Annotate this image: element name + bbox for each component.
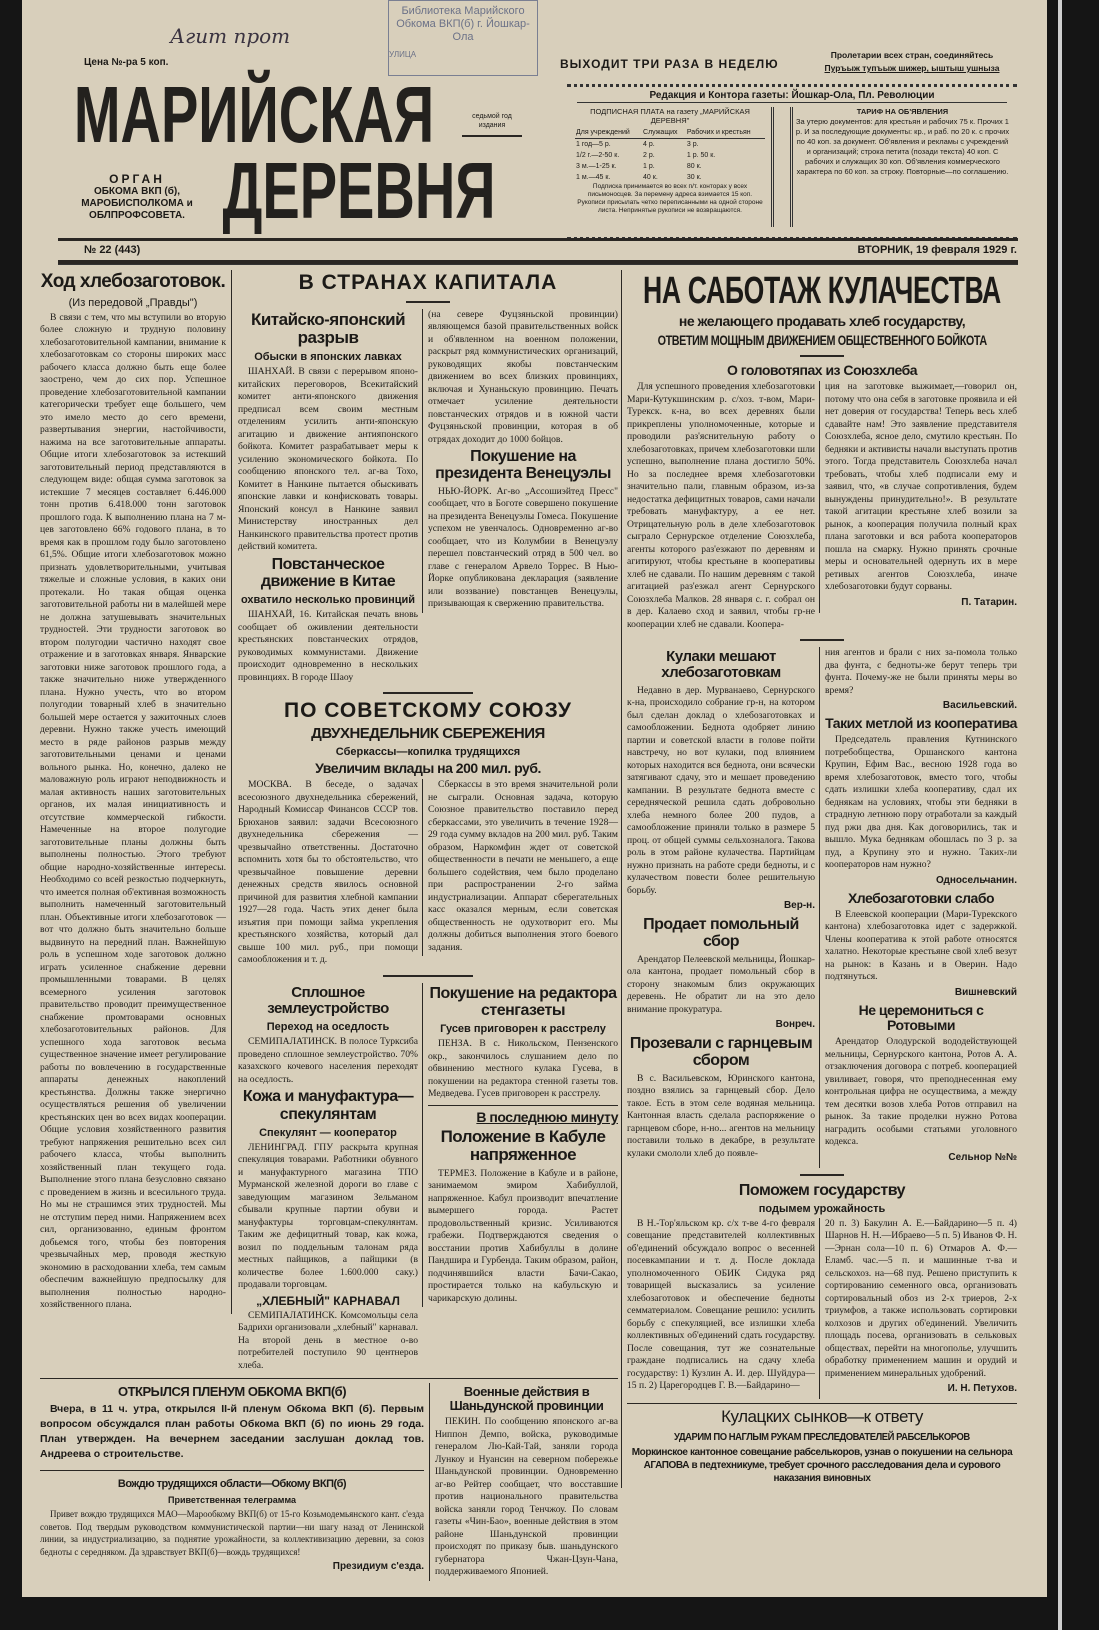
page-edge	[1058, 0, 1062, 1630]
article-title: Прозевали с гарнцевым сбором	[629, 1035, 813, 1070]
stamp-text: Библиотека Марийского Обкома ВКП(б) г. Йошкар-Ола	[396, 5, 530, 43]
divider	[406, 301, 450, 303]
divider	[383, 975, 473, 977]
article-title: Сплошное землеустройство	[267, 983, 389, 1018]
article-body: ШАНХАЙ, 16. Китайская печать вновь сообщает об оживлении деятельности крестьянских повстанческих отрядов, руководимых коммунистами. Движение происходит одновременно в нескольких провинциях. В городе Шаоу	[238, 609, 418, 683]
article-body: В с. Васильевском, Юринского кантона, поздно взялись за гарнцевый сбор. Дело такое. Есть в этом селе водяная мельница. Кантонная власть сделала распоряжение о гарнцевом сборе, н-но... агентов на мельницу поставили только в декабре, в результате кулаки смололи хлеб до появле-	[627, 1072, 815, 1159]
article-title: Китайско-японский разрыв	[250, 309, 406, 348]
newspaper-page	[22, 0, 1047, 1597]
rate-cell: 1 р.	[643, 163, 655, 170]
article-title: Поможем государству	[738, 1181, 906, 1199]
column-2-ussr	[238, 779, 422, 969]
signature: И. Н. Петухов.	[947, 1383, 1017, 1395]
ads-title: ТАРИФ НА ОБ'ЯВЛЕНИЯ	[856, 107, 949, 116]
article-body: ПЕКИН. По сообщению японского аг-ва Ниппон Демпо, войска, руководимые генералом Лю-Кай-Тай, заняли города Лункоу и Нуансин на северном побережье Шаньдунской провинции. Одновременно аг-во Рейтер сообщает, что восставшие против национального правительства войска заняли город Тенчжоу. По словам газеты «Чин-Бао», военные действия в этом районе Шаньдунской провинции происходят по приказу быв. шаньдунского губернатора Чжан-Цзун-Чана, поддерживаемого Японией.	[435, 1416, 618, 1578]
war-block	[429, 1383, 618, 1581]
right-block	[621, 270, 1017, 1488]
article-source: (Из передовой „Правды")	[68, 296, 198, 309]
article-title: Кулаки мешают хлебозаготовкам	[661, 648, 781, 682]
article-body: ПЕНЗА. В с. Никольском, Пензенского окр., закончилось слушанием дело по обвинению местного кулака Гусева, в покушении на редактора стенной газеты тов. Медведева. Гусев приговорен к расстрелу.	[428, 1038, 618, 1100]
article-title: Вождю трудящихся области—Обкому ВКП(б)	[117, 1478, 347, 1491]
article-body: СЕМИПАЛАТИНСК. Комсомольцы села Бадрихи организовали „хлебный" карнавал. На второй день в местное о-во потребителей поступило 90 центнеров хлеба.	[238, 1309, 418, 1371]
signature: Односельчанин.	[935, 874, 1017, 886]
left-lower-row	[40, 1378, 618, 1581]
article-body: Арендатор Олодурской вододействующей мельницы, Сернурского кантона, Ротов А. А. отзаключения договора с потреб. кооперацией увиливает, говоря, что преподнесенная ему контрольная цифра не осуществима, а между тем десятки возов хлеба Ротов отправил на рынок. За такие проделки нужно Ротова наградить особыми статьями уголовного кодекса.	[825, 1036, 1017, 1148]
article-subtitle: Приветственная телеграмма	[167, 1495, 297, 1506]
article-body: МОСКВА. В беседе, о задачах всесоюзного двухнедельника сбережений, Народный Комиссар Финансов СССР тов. Брюханов заявил: задачи Всесоюзного двухнедельника сбережения — чрезвычайно ответственны. Достаточно вспомнить хотя бы то обстоятельство, что чрезвычайное повышение деревни денежных средств явилось основной причиной для развития хлебной кампании 1927—28 года. Часть этих денег была изъятия при помощи займа укрепления крестьянского хозяйства, который дал свыше 100 мил. руб., при помощи самообложения и т. д.	[238, 779, 418, 966]
subscription-note: Подписка принимается во всех п/т. конторах у всех письмоносцев. За перемену адреса взимается 15 коп. Рукописи присылать четко переписанными на одной стороне листа. Непринятые рукописи не возвращаются.	[577, 183, 763, 214]
subscription-rates	[575, 127, 765, 183]
rate-cell: 2 р.	[643, 152, 655, 159]
abroad-columns	[238, 309, 618, 687]
column-3-ussr	[422, 779, 618, 956]
article-body: НЬЮ-ЙОРК. Аг-во „Ассошиэйтед Пресс" сообщает, что в Боготе совершено покушение на президента Венецуэлы Гомеса. Покушение успехом не увенчалось. Одновременно аг-во сообщает, что из Колумбии в Венецуэлу перешел повстанческий отряд в 500 чел. во главе с генералом Арвело Торрес. В Нью-Йорке опубликована декларация (заявление или воззвание) повстанцев Венецуэлы, призывающая к свержению правительства.	[428, 485, 618, 610]
article-body: В Елеевской кооперации (Мари-Турекского кантона) хлебозаготовка идет с задержкой. Члены кооператива к этой работе относятся халатно. Некоторые крестьяне свой хлеб везут на рынок: в Казань и в Оверин. Надо подтянуться.	[825, 908, 1017, 983]
year-of-publication: седьмой год издания	[462, 112, 522, 137]
rabselkor-sub-wrap	[627, 1430, 1017, 1444]
article-body: Для успешного проведения хлебозаготовки Мари-Кутукшинским р. с/хоз. т-вом, Мари-Турекск. к-на, во всех деревнях были прикреплены уполномоченные, которые и проводили раз'яснительную работу о хлебозаготовках, причем хлебозаготовки шли успешно, выполнение плана достигло 50%. Но за последнее время хлебозаготовки значительно пали, главным образом, из-за недостатка дефицитных товаров, сами начали требовать мануфактуру, а ее нет. Отрицательную роль в деле хлебозаготовок сыграло Сернурское отделение Союзхлеба, агенты которого раз'езжают по деревням и агитируют, чтобы крестьяне в кооперативы хлеб не сдавали. По нашим деревням с такой агитацией раз'езжал агент Сернурского Союзхлеба Малков. 28 января с. г. собрал он в дер. Калаево сход и заявил, чтобы гр-не кооперации хлеб не сдавали. Коопера-	[627, 381, 815, 630]
rate-cell: 1 р. 50 к.	[686, 152, 716, 159]
article-subtitle: Спекулянт — кооператор	[259, 1126, 397, 1139]
article-subtitle: Гусев приговорен к расстрелу	[440, 1023, 606, 1036]
organ-title: ОРГАН	[109, 172, 165, 186]
signature: П. Татарин.	[961, 596, 1017, 608]
article-title: Кожа и мануфактура—спекулянтам	[242, 1088, 414, 1123]
signature: Васильевский.	[942, 700, 1017, 712]
section-heading: ПО СОВЕТСКОМУ СОЮЗУ	[283, 699, 572, 723]
rate-cell: 4 р.	[643, 141, 655, 148]
column-4-kulaks	[627, 381, 819, 633]
local-columns	[627, 647, 1017, 1167]
help-columns	[627, 1218, 1017, 1400]
lead-headline-wrap	[627, 270, 1017, 312]
divider	[428, 1105, 618, 1106]
issue-date: ВТОРНИК, 19 февраля 1929 г.	[857, 244, 1017, 256]
divider	[800, 355, 844, 357]
subscription-header: Для учреждений	[576, 129, 630, 136]
column-3-news	[422, 983, 618, 1307]
lead-subheadline-wrap	[627, 332, 1017, 349]
section-heading: В последнюю минуту	[476, 1108, 618, 1125]
article-body-bold: Моркинское кантонное совещание рабселькоров, узнав о покушении на сельнора АГАПОВА в педтехникуме, требует срочного расследования дела и сурового наказания виновных	[631, 1446, 1013, 1484]
rate-cell: 40 к.	[643, 174, 658, 181]
article-title: Продает помольный сбор	[643, 916, 799, 951]
column-2-abroad	[238, 309, 422, 687]
rate-cell: 3 м.—1-25 к.	[576, 163, 617, 170]
signature: Вонреч.	[775, 1019, 815, 1031]
article-body: ШАНХАЙ. В связи с перерывом японо-китайских переговоров, Всекитайский комитет анти-японского движения предписал всем своим местным отделениям усилить анти-японскую агитацию и движение антияпонского бойкота. Комитет разрабатывает меры к усилению экономического бойкота. По сообщению японского тел. аг-ва Тохо, Комитет в Нанкине пытается обыскивать японские лавки и конфисковать товары. Японский консул в Нанкине заявил Министерству иностранных дел Нанкинского правительства протест против действий комитета.	[238, 366, 418, 553]
article-subtitle: Переход на оседлость	[266, 1021, 390, 1034]
article-body: Недавно в дер. Мурванаево, Сернурского к-на, происходило собрание гр-н, на котором был сделан доклад о хлебозаготовках и самообложении. Беднота одобряет линию партии и советской власти в голове пойти навстречу, но вот кулаки, под влиянием которых находится вся беднота, они всячески затягивают сдачу, это и мешает проведению кампании. В результате беднота вместе с середняческой решила сдать добровольно хлеба немного более 200 пудов, а самообложение приняли только в размере 5 проц. от общей суммы сельхозналога. Такова роль в этом районе кулачества. Партийцам нужно признать на работе среди бедноты, и с кулачеством повести более решительную борьбу.	[627, 684, 815, 896]
organ-of: ОБКОМА ВКП (б), МАРОБИСПОЛКОМА и ОБЛПРОФСОВЕТА.	[81, 186, 193, 221]
article-body: ТЕРМЕЗ. Положение в Кабуле и в районе, занимаемом эмиром Хабибуллой, напряженное. Кабул производит впечатление вымершего города. Растет продовольственный кризис. Усиливаются грабежи. Подтверждаются сведения о восстании против Хабибуллы в долине Пандшира и Гурбенда. Таким образом, район, подчинявшийся власти Бачи-Сакао, простирается только на кабульскую и чарикарскую долины.	[428, 1167, 618, 1304]
article-title: „ХЛЕБНЫЙ" КАРНАВАЛ	[256, 1293, 400, 1308]
price: Цена №-ра 5 коп.	[84, 57, 169, 68]
article-body: Арендатор Пелеевской мельницы, Йошкар-ола кантона, продает помольный сбор в сторону знакомым близ окружающих деревень. Не обратит ли на это дело внимание прокуратура.	[627, 953, 815, 1015]
divider	[800, 639, 844, 641]
article-body: СЕМИПАЛАТИНСК. В полосе Турксиба проведено сплошное землеустройство. 70% казахского кочевого населения переходят на оседлость.	[238, 1036, 418, 1085]
article-subtitle: охватило несколько провинций	[240, 594, 416, 607]
article-body-bold: Вчера, в 11 ч. утра, открылся II-й пленум Обкома ВКП (б). Первым вопросом обсуждался план работы Обкома ВКП (б) по июнь 29 года. План утвержден. На вечернем заседании заслушан доклад тов. Андреева о строительстве.	[40, 1403, 424, 1461]
editorial-address: Редакция и Контора газеты: Йошкар-Ола, Пл. Революции	[577, 90, 1007, 103]
article-title: Кулацких сынков—к ответу	[721, 1407, 923, 1427]
signature: Сельнор №№	[948, 1151, 1017, 1163]
title-line-2-wrap	[212, 146, 506, 235]
article-body: 20 п. 3) Бакулин А. Е.—Байдарино—5 п. 4) Шарнов Н. Н.—Ибраево—5 п. 5) Иванов Ф. Н.—Эрнан сола—10 п. 6) Отмаров А. Ф.—Еламб. час.—5 п. и машинные т-ва и сельскохоз. на—68 пуд. Решено приступить к сортированию семенного овса, организовать сортировальный обоз из 2-х триеров, 2-х триумфов, а также использовать сортировки колхозов и других об'единений. Увеличить площадь посева, организовать в сельковых обществах, перейти на многополье, улучшить обработку применением машин и орудий и применением минеральных удобрений.	[825, 1217, 1017, 1379]
article-title: Покушение на редактора стенгазеты	[429, 984, 617, 1020]
columns-2-3	[232, 270, 618, 1374]
signature: Президиум с'езда.	[332, 1561, 424, 1573]
article-title: Таких метлой из кооператива	[825, 715, 1017, 732]
article-title: Покушение на президента Венецуэлы	[435, 448, 611, 483]
column-5-local	[819, 647, 1017, 1167]
article-body: ция на заготовке выжимает,—говорил он, потому что она себя в заготовке проявила и ей нет доверия от государства! Теперь весь хлеб сдавайте нам! Это заявление представителя Союзхлеба, ясное дело, смутило крестьян. По бедняки и активисты начали выступать против этого. Тогда представитель Союзхлеба начал требовать, чтобы хлеб подписали ему и заявил, что, «в случае сопротивления, будем вынуждены принудительно!». В результате такой агитации крестьяне хлеб возили за рынок, а кооперация получила полный крах плана заготовки и вся работа кооператоров пошла на смарку. Нужно принять срочные меры и основательней одернуть их в мере ретивых агентов Союзхлеба, иначе хлебозаготовки будут сорваны.	[825, 381, 1017, 593]
article-title: ОТКРЫЛСЯ ПЛЕНУМ ОБКОМА ВКП(б)	[117, 1384, 347, 1400]
article-subtitle: Сберкассы—копилка трудящихся	[335, 746, 521, 759]
library-stamp	[388, 0, 538, 76]
info-box	[567, 84, 1017, 240]
news-columns	[238, 983, 618, 1374]
subscription-header: Рабочих и крестьян	[686, 129, 751, 136]
divider	[383, 692, 473, 694]
rate-cell: 1/2 г.—2-50 к.	[576, 152, 620, 159]
handwritten-note: Агит прот	[170, 24, 291, 48]
masthead-rule	[58, 238, 1018, 241]
article-body: Привет вождю трудящихся МАО—Марообкому ВКП(б) от 15-го Козьмодемьянского кант. с'езда советов. Под твердым руководством коммунистической партии—ни шагу назад от Ленинской линии, за индустриализацию, за поднятие урожайности, за коллективизацию деревни, за союз бедноты с середняком. Да здравствует ВКП(б)—вождь трудящихся!	[40, 1509, 424, 1557]
subscription-table	[575, 107, 765, 215]
left-block	[40, 270, 618, 1581]
left-upper-row	[40, 270, 618, 1374]
article-body: Председатель правления Кутнинского потребобщества, Оршанского кантона Крупин, Ефим Вас., весною 1928 года во время хлебозаготовок, вместо того, чтобы сдать излишки хлеба кооперативу, сдал их беднякам на условиях, чтобы эти бедняки в страдную летнюю пору отработали за каждый пуд ржи два дня. Как договорились, так и вышло. Мука беднякам обошлась по 3 р. за пуд, а Крупину это и нужно. Таких-ли кооператоров нам нужно?	[825, 734, 1017, 871]
slogan-mari: Пуръыж тупъыж шижер, ыштыш ушныза	[824, 63, 1000, 73]
article-title: Повстанческое движение в Китае	[260, 555, 396, 591]
page-content	[40, 270, 1018, 1581]
divider	[800, 1174, 844, 1176]
column-2-news	[238, 983, 422, 1374]
article-subtitle: УДАРИМ ПО НАГЛЫМ РУКАМ ПРЕСЛЕДОВАТЕЛЕЙ РАБСЕЛЬКОРОВ	[673, 1430, 970, 1443]
column-1	[40, 270, 232, 1314]
article-body: (на севере Фуцзяньской провинции) являющемся базой правительственных войск и об'явленном на военном положении, раскрыт ряд коммунистических организаций, руководящих якобы повстанческим движением во всех близких провинциях, включая и Хунаньскую провинцию. Печать отмечает усиление деятельности повстанческих отрядов и в южной части Фуцзяньской провинции, которая в об отрядах доходит до 1000 бойцов.	[428, 308, 618, 445]
title-line-1-wrap	[58, 70, 450, 159]
article-title: ДВУХНЕДЕЛЬНИК СБЕРЕЖЕНИЯ	[311, 725, 545, 743]
rate-cell: 1 м.—45 к.	[576, 174, 611, 181]
frequency: ВЫХОДИТ ТРИ РАЗА В НЕДЕЛЮ	[560, 57, 779, 71]
divider	[627, 1403, 1017, 1404]
plenum-block	[40, 1383, 429, 1577]
article-body: ния агентов и брали с них за-помола только два фунта, с бедноты-же берут теперь три фунта. Почему-же не были приняты меры во время?	[825, 647, 1017, 696]
article-title: О головотяпах из Союзхлеба	[726, 362, 918, 379]
article-title: Хлебозаготовки слабо	[847, 889, 995, 906]
lead-headline: НА САБОТАЖ КУЛАЧЕСТВА	[643, 270, 1001, 312]
column-5-help	[819, 1218, 1017, 1400]
divider	[40, 1470, 424, 1471]
title-line-1: МАРИЙСКАЯ	[73, 70, 435, 159]
subscription-header: Служащих	[643, 129, 678, 136]
ads-tariff	[795, 107, 1010, 177]
rate-cell: 3 р.	[686, 141, 699, 148]
organ-label	[70, 172, 204, 222]
slogan-ru: Пролетарии всех стран, соединяйтесь	[830, 50, 994, 60]
box-divider	[771, 107, 793, 227]
stamp-small-text: УЛИЦА	[389, 50, 417, 59]
title-line-2: ДЕРЕВНЯ	[222, 146, 496, 235]
column-5-kulaks	[819, 381, 1017, 613]
article-title: Положение в Кабуле напряженное	[440, 1127, 606, 1165]
signature: Вишневский	[954, 986, 1017, 998]
article-subtitle: Обыски в японских лавках	[254, 351, 402, 364]
column-4-local	[627, 647, 819, 1162]
date-rule	[58, 260, 1018, 265]
signature: Вер-н.	[783, 900, 815, 912]
article-title: Ход хлебозаготовок.	[40, 271, 226, 292]
article-subtitle: подымем урожайность	[758, 1202, 886, 1215]
article-body: Сберкассы в это время значительной роли не сыграли. Основная задача, которую Союзное правительство поставило перед сберкассами, это увеличить в течение 1928—29 года сумму вкладов на 200 мил. руб. Таким образом, Наркомфин ждет от советской общественности в печати не меньшего, а еще большего содействия, чем было проделано при распространении 2-го займа индустриализации. Аппарат сберегательных касс оказался мерным, если советская общественность не одухотворит его. Мы должны добиться выполнения этого боевого задания.	[428, 779, 618, 953]
kulaks-columns	[627, 381, 1017, 633]
article-body: В Н.-Тор'яльском кр. с/х т-ве 4-го февраля совещание представителей коллективных об'единений обсуждало вопрос о весенней посевкампании и т. д. После доклада уполномоченного ОБИК Сидука ряд товарищей высказались за усиление хлебозаготовок и обеспечение бедноты семматериалом. Совещание решило: усилить борьбу с спекуляцией, все излишки хлеба коллективных об'единений сдать государству. После совещания, тут же сознательные граждане подписались на сдачу хлеба государству: 1) Кузлин А. И. дер. Шуйдура—15 п. 2) Царегородцев Г. В.—Байдарино—	[627, 1217, 815, 1392]
ads-text: За утерю документов: для крестьян и рабочих 75 к. Прочих 1 р. И за последующие документы: кр., и раб. по 20 к. с прочих по 40 коп. за документ. Об'явления и рекламы с учреждений и организаций; строка петита (позади текста) 40 коп. С рабочих и служащих 30 коп. Об'явления коммерческого характера по 60 коп. за строку. Повторные—по соглашению.	[795, 117, 1010, 176]
lead-subheadline: не желающего продавать хлеб государству,	[678, 313, 966, 329]
article-subtitle-bold: Увеличим вклады на 200 мил. руб.	[315, 760, 541, 777]
ussr-columns	[238, 779, 618, 969]
article-body: ЛЕНИНГРАД. ГПУ раскрыта крупная спекуляция товарами. Работники обувного и мануфактурного магазина ТПО Мурманской железной дороги во главе с заведующим магазином Зельманом сбывали крупные партии обуви и мануфактуры торговцам-спекулянтам. Таким же дефицитный товар, как кожа, возил по поддельным талонам ряда местных пайщиков, а пайщики (в количестве более 1.600.000 саку.) продавали торговцам.	[238, 1141, 418, 1291]
rate-cell: 80 к.	[686, 163, 702, 170]
column-4-help	[627, 1218, 819, 1395]
subscription-title: ПОДПИСНАЯ ПЛАТА на газету „МАРИЙСКАЯ ДЕРЕВНЯ"	[590, 107, 750, 125]
section-heading: В СТРАНАХ КАПИТАЛА	[298, 271, 558, 294]
issue-number: № 22 (443)	[84, 244, 141, 256]
article-body: В связи с тем, что мы вступили во вторую более сложную и трудную половину хлебозаготовительной кампании, внимание к хлебозаготовкам со стороны широких масс рабочего класса должно быть еще более заострено, чем до сих пор. Успешное проведение хлебозаготовительной кампании категорически требует еще большего, чем это имело место до сего времени, развертывания энергии, настойчивости, нажима на все заготовительные аппараты. Общие итоги хлебозаготовок за истекший заготовительный период представляются в следующем виде: общая сумма заготовок за истекшие 7 месяцев составляет 6.446.000 тонн против 6.418.000 тонн заготовок прошлого года. К выполнению плана на 7 м-цев заготовлено 66% годового плана, в то время как в прошлом году было заготовлено 61,5%. Общие итоги хлебозаготовок можно признать удовлетворительными, учитывая тяжелые и сложные условия, в каких они протекали. Но такая общая оценка заготовительной работы ни в малейшей мере не должна затушевывать значительных трудностей. Эти трудности заготовок во втором полугодии частично находят свое отражение и в заготовках января. Январские заготовки ниже заготовок прошлого года, а также значительно ниже утвержденного плана. Нужно учесть, что во втором полугодии товарный хлеб в значительно большей мере остается у зажиточных слоев деревни. Нужно также учесть имеющий место в ряде районов разрыв между заготовительными ценами и ценами вольного рынка. Но, конечно, далеко не маловажную роль играют неподвижность и малая активность наших заготовительных органов, их малая инициативность и отсутствие коммерческой гибкости. Намеченные на второе полугодие заготовительные планы должны быть выполнены полностью. Этого требуют общие народно-хозяйственные интересы. Необходимо со всей резкостью подчеркнуть, что имеется полная об'ективная возможность выполнить намеченный заготовительный план. Объективные итоги хлебозаготовок — вот что должно быть значительно больше выдвинуто на передний план. Важнейшую роль в успешном ходе заготовок должно играть усиленное снабжение деревни промышленными товарами. В целях всемерного усиления заготовок правительство проводит преимущественное снабжение промтоварами основных хлебозаготовительных районов. Для успешного хода заготовок весьма существенное значение имеет регулирование работы по вовлечению в государственные аппараты денежных накоплений крестьянства. Должны также энергично осуществляться решения об увеличении крестьянских цен во всех видах кооперации. Общие условия хозяйственного развития требуют напряжения решительно всех сил рабочего класса, чтобы выполнить хозяйственный план текущего года. Выполнение этого плана безусловно связано с проведением в жизнь и всесильного труда. Но мы не страшимся этих трудностей. Мы не отступим перед ними. Напряжением всех сил, организованно, единым фронтом добьемся того, чтобы без повторения чрезвычайных мер, проводя жесткую экономию в расходовании хлеба, тем самым обеспечим важнейшую предпосылку для выполнения полностью народно-хозяйственного плана.	[40, 311, 226, 1311]
lead-subheadline: ОТВЕТИМ МОЩНЫМ ДВИЖЕНИЕМ ОБЩЕСТВЕННОГО БОЙКОТА	[657, 333, 987, 349]
article-title: Военные действия в Шаньдунской провинции	[449, 1384, 604, 1414]
column-3-abroad	[422, 309, 618, 613]
article-title: Не церемониться с Ротовыми	[858, 1001, 984, 1034]
rate-cell: 30 к.	[686, 174, 702, 181]
rate-cell: 1 год—5 р.	[576, 141, 611, 148]
